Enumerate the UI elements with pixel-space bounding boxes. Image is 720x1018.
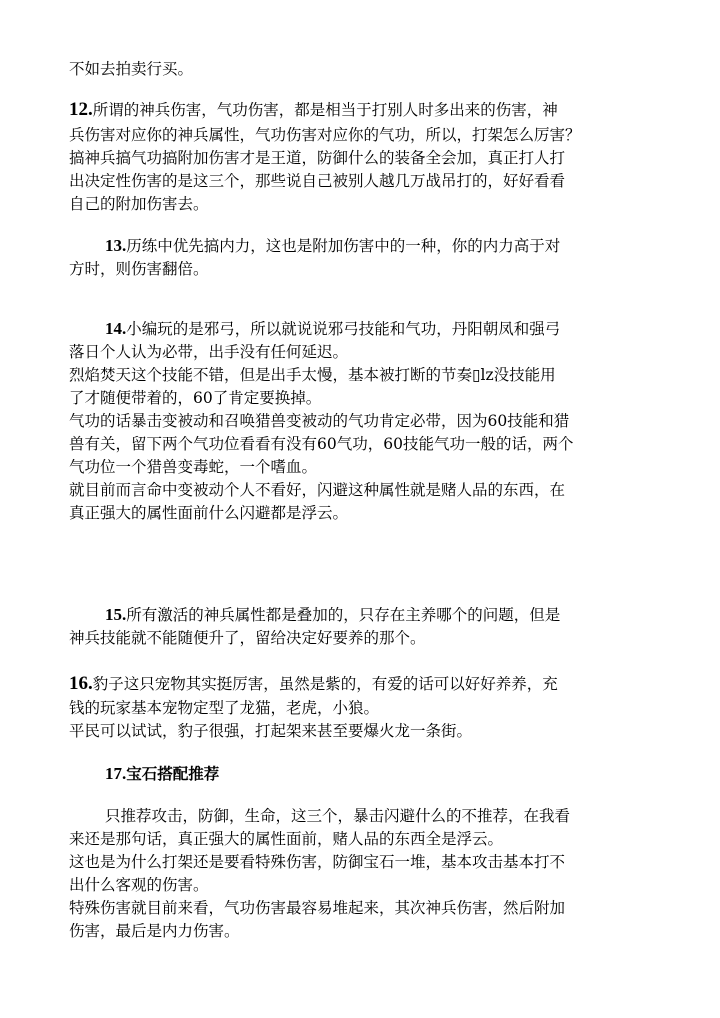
item-number: 15. [105,605,127,624]
item-number: 12. [69,99,93,120]
item-text: 小编玩的是邪弓，所以就说说邪弓技能和气功，丹阳朝凤和强弓 [126,320,561,338]
item-number: 13. [105,236,127,255]
item-number: 16. [69,673,93,694]
item-number: 14. [105,319,127,338]
text-line: 只推荐攻击，防御，生命，这三个，暴击闪避什么的不推荐，在我看 [105,807,571,825]
item-12-line [69,99,659,121]
text-line: 气功的话暴击变被动和召唤猎兽变被动的气功肯定必带，因为60技能和猎 [69,412,570,430]
text-line: 神兵技能就不能随便升了，留给决定好要养的那个。 [69,629,426,647]
text-line: 落日个人认为必带，出手没有任何延迟。 [69,343,349,361]
text-line: 出什么客观的伤害。 [69,876,209,894]
text-line: 烈焰焚天这个技能不错，但是出手太慢，基本被打断的节奏▯lz没技能用 [69,366,556,384]
text-line: 特殊伤害就目前来看，气功伤害最容易堆起来，其次神兵伤害，然后附加 [69,899,566,917]
text-line: 自己的附加伤害去。 [69,195,209,213]
text-line: 兵伤害对应你的神兵属性，气功伤害对应你的气功，所以，打架怎么厉害？ [69,126,581,144]
text-line: 气功位一个猎兽变毒蛇，一个嗜血。 [69,458,318,476]
item-16-line [69,673,659,695]
text-line: 真正强大的属性面前什么闪避都是浮云。 [69,504,349,522]
text-line: 方时，则伤害翻倍。 [69,260,209,278]
item-14-line [105,318,660,340]
text-line: 了才随便带着的，60了肯定要换掉。 [69,389,322,407]
text-line: 这也是为什么打架还是要看特殊伤害，防御宝石一堆，基本攻击基本打不 [69,853,566,871]
item-text: 所谓的神兵伤害，气功伤害，都是相当于打别人时多出来的伤害，神 [92,101,558,119]
text-line: 钱的玩家基本宠物定型了龙猫，老虎，小狼。 [69,699,380,717]
text-line: 搞神兵搞气功搞附加伤害才是王道，防御什么的装备全会加，真正打人打 [69,149,566,167]
text-line: 平民可以试试，豹子很强，打起架来甚至要爆火龙一条街。 [69,722,473,740]
item-text: 宝石搭配推荐 [126,764,220,783]
text-line: 兽有关，留下两个气功位看看有没有60气功，60技能气功一般的话，两个 [69,435,574,453]
item-text: 豹子这只宠物其实挺厉害，虽然是紫的，有爱的话可以好好养养，充 [92,675,558,693]
item-number: 17. [105,764,127,783]
item-text: 历练中优先搞内力，这也是附加伤害中的一种，你的内力高于对 [126,237,561,255]
text-line: 就目前而言命中变被动个人不看好，闪避这种属性就是赌人品的东西，在 [69,481,566,499]
item-13-line [105,235,660,257]
item-text: 所有激活的神兵属性都是叠加的，只存在主养哪个的问题，但是 [126,606,561,624]
text-line: 出决定性伤害的是这三个，那些说自己被别人越几万战吊打的，好好看看 [69,172,566,190]
text-line: 来还是那句话，真正强大的属性面前，赌人品的东西全是浮云。 [69,830,504,848]
item-15-line [105,604,660,626]
text-line: 伤害，最后是内力伤害。 [69,922,240,940]
item-17-heading [105,763,660,785]
text-line: 不如去拍卖行买。 [69,60,194,78]
